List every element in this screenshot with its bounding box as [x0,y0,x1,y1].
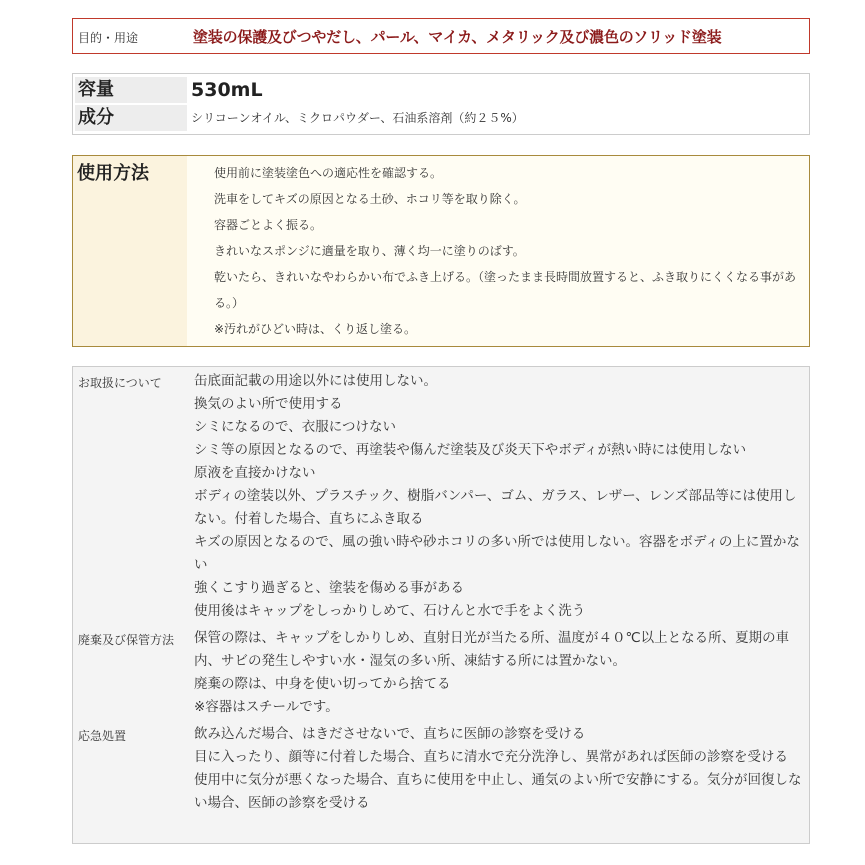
purpose-box [72,18,810,54]
first-aid-list [194,723,802,815]
handling-item: 原液を直接かけない [194,465,316,481]
first-aid-item: 使用中に気分が悪くなった場合、直ちに使用を中止し、通気のよい所で安静にする。気分が回復しない場合、医師の診察を受ける [194,772,802,811]
usage-box [72,155,810,347]
usage-label-cell [73,156,187,346]
caution-box [72,366,810,844]
volume-row [73,77,809,103]
usage-item: ※汚れがひどい時は、くり返し塗る。 [214,322,417,336]
usage-item: 洗車をしてキズの原因となる土砂、ホコリ等を取り除く。 [214,192,526,206]
handling-item: 強くこすり過ぎると、塗装を傷める事がある [194,580,464,596]
ingredients-label: 成分 [75,105,187,131]
handling-label: お取扱について [78,376,162,390]
handling-item: シミ等の原因となるので、再塗装や傷んだ塗装及び炎天下やボディが熱い時には使用しない [194,442,747,458]
usage-item: 使用前に塗装塗色への適応性を確認する。 [214,166,443,180]
handling-list [194,370,802,623]
usage-list [214,160,804,342]
usage-item: 乾いたら、きれいなやわらかい布でふき上げる。（塗ったまま長時間放置すると、ふき取りにくくなる事がある。） [214,270,797,310]
volume-value: 530mL [191,79,263,101]
volume-label: 容量 [75,77,187,103]
ingredients-row [73,105,809,131]
purpose-value: 塗装の保護及びつやだし、パール、マイカ、メタリック及び濃色のソリッド塗装 [193,28,722,46]
handling-item: 換気のよい所で使用する [194,396,343,412]
handling-item: ボディの塗装以外、プラスチック、樹脂バンパー、ゴム、ガラス、レザー、レンズ部品等には使用しない。付着した場合、直ちにふき取る [194,488,797,527]
disposal-label: 廃棄及び保管方法 [78,633,175,647]
first-aid-label: 応急処置 [78,729,127,743]
handling-item: キズの原因となるので、風の強い時や砂ホコリの多い所では使用しない。容器をボディの上に置かない [194,534,800,573]
purpose-label: 目的・用途 [78,31,139,45]
disposal-list [194,627,802,719]
handling-item: 使用後はキャップをしっかりしめて、石けんと水で手をよく洗う [194,603,586,619]
handling-item: 缶底面記載の用途以外には使用しない。 [194,373,437,389]
disposal-item: 廃棄の際は、中身を使い切ってから捨てる [194,676,451,692]
disposal-item: 保管の際は、キャップをしかりしめ、直射日光が当たる所、温度が４０℃以上となる所、夏期の車内、サビの発生しやすい水・湿気の多い所、凍結する所には置かない。 [194,630,790,669]
usage-item: きれいなスポンジに適量を取り、薄く均一に塗りのばす。 [214,244,525,258]
first-aid-item: 目に入ったり、顔等に付着した場合、直ちに清水で充分洗浄し、異常があれば医師の診察を受ける [194,749,788,765]
ingredients-value: シリコーンオイル、ミクロパウダー、石油系溶剤（約２５%） [191,111,524,125]
first-aid-item: 飲み込んだ場合、はきださせないで、直ちに医師の診察を受ける [194,726,586,742]
handling-item: シミになるので、衣服につけない [194,419,396,435]
usage-item: 容器ごとよく振る。 [214,218,323,232]
spec-box [72,73,810,135]
disposal-item: ※容器はスチールです。 [194,699,339,715]
usage-label: 使用方法 [77,163,149,184]
